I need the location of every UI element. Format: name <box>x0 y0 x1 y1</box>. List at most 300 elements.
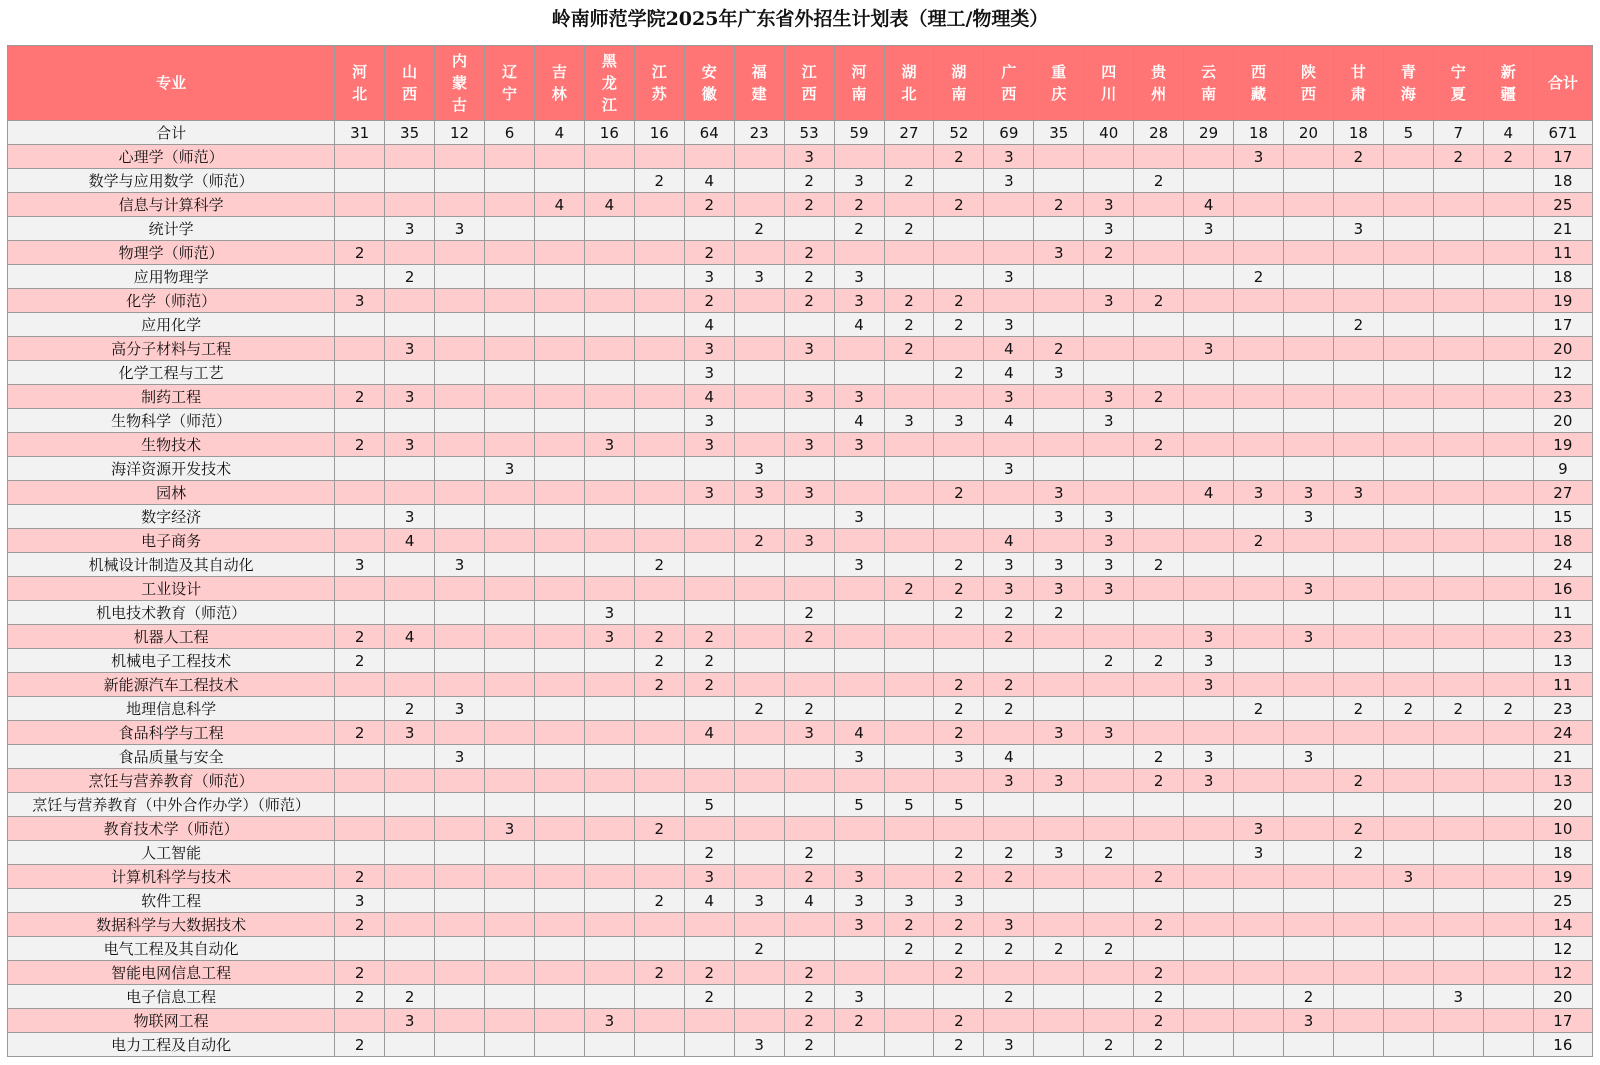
quota-cell <box>1383 529 1433 553</box>
quota-cell <box>584 145 634 169</box>
quota-cell <box>534 937 584 961</box>
quota-cell <box>584 841 634 865</box>
quota-cell: 3 <box>1284 505 1334 529</box>
quota-cell: 2 <box>1034 193 1084 217</box>
quota-cell: 2 <box>884 337 934 361</box>
quota-cell <box>1483 457 1533 481</box>
quota-cell <box>1184 937 1234 961</box>
quota-cell: 2 <box>335 1033 385 1057</box>
quota-cell <box>934 625 984 649</box>
quota-cell: 3 <box>884 889 934 913</box>
quota-cell <box>734 721 784 745</box>
quota-cell <box>784 361 834 385</box>
quota-cell <box>934 649 984 673</box>
table-row <box>8 1009 1593 1033</box>
major-cell: 数学与应用数学（师范） <box>8 169 335 193</box>
major-cell: 生物技术 <box>8 433 335 457</box>
row-total-cell: 18 <box>1533 529 1592 553</box>
table-row <box>8 265 1593 289</box>
header-province: 内蒙古 <box>435 46 485 121</box>
quota-cell <box>884 361 934 385</box>
quota-cell <box>1383 481 1433 505</box>
quota-cell <box>1184 385 1234 409</box>
quota-cell <box>584 529 634 553</box>
quota-cell <box>534 265 584 289</box>
quota-cell <box>485 553 535 577</box>
major-cell: 人工智能 <box>8 841 335 865</box>
quota-cell <box>1383 385 1433 409</box>
quota-cell <box>1034 889 1084 913</box>
quota-cell <box>1433 313 1483 337</box>
quota-cell <box>884 769 934 793</box>
row-total-cell: 25 <box>1533 889 1592 913</box>
quota-cell <box>1433 913 1483 937</box>
quota-cell <box>584 505 634 529</box>
quota-cell <box>984 1009 1034 1033</box>
row-total-cell: 18 <box>1533 169 1592 193</box>
quota-cell: 2 <box>1333 817 1383 841</box>
enrollment-plan-table <box>7 45 1593 1057</box>
quota-cell: 3 <box>1084 553 1134 577</box>
quota-cell <box>1134 721 1184 745</box>
quota-cell: 2 <box>1134 745 1184 769</box>
quota-cell <box>1483 265 1533 289</box>
quota-cell: 3 <box>1084 289 1134 313</box>
quota-cell: 2 <box>1034 937 1084 961</box>
quota-cell <box>1333 961 1383 985</box>
quota-cell <box>335 265 385 289</box>
quota-cell <box>1383 313 1433 337</box>
quota-cell: 2 <box>1134 865 1184 889</box>
quota-cell: 3 <box>1234 841 1284 865</box>
quota-cell: 2 <box>984 601 1034 625</box>
quota-cell <box>1234 1033 1284 1057</box>
quota-cell <box>684 745 734 769</box>
quota-cell <box>1483 865 1533 889</box>
quota-cell <box>385 793 435 817</box>
table-row <box>8 721 1593 745</box>
quota-cell: 2 <box>784 1009 834 1033</box>
quota-cell <box>1234 721 1284 745</box>
quota-cell: 3 <box>385 217 435 241</box>
quota-cell: 2 <box>1433 145 1483 169</box>
quota-cell: 2 <box>934 937 984 961</box>
quota-cell: 2 <box>684 289 734 313</box>
quota-cell <box>1383 361 1433 385</box>
quota-cell: 3 <box>834 265 884 289</box>
quota-cell <box>834 577 884 601</box>
row-total-cell: 20 <box>1533 985 1592 1009</box>
quota-cell <box>1383 625 1433 649</box>
quota-cell <box>884 481 934 505</box>
quota-cell <box>1433 481 1483 505</box>
quota-cell <box>584 337 634 361</box>
quota-cell <box>534 961 584 985</box>
quota-cell <box>435 241 485 265</box>
quota-cell <box>834 361 884 385</box>
quota-cell <box>385 409 435 433</box>
quota-cell <box>1383 193 1433 217</box>
quota-cell <box>485 721 535 745</box>
quota-cell <box>1383 217 1433 241</box>
major-cell: 数据科学与大数据技术 <box>8 913 335 937</box>
major-cell: 电子商务 <box>8 529 335 553</box>
quota-cell <box>435 409 485 433</box>
quota-cell <box>1483 193 1533 217</box>
header-province: 辽宁 <box>485 46 535 121</box>
quota-cell: 4 <box>534 193 584 217</box>
table-header-row <box>8 46 1593 121</box>
major-cell: 烹饪与营养教育（中外合作办学）（师范） <box>8 793 335 817</box>
quota-cell <box>1433 601 1483 625</box>
quota-cell <box>734 409 784 433</box>
quota-cell <box>385 961 435 985</box>
major-cell: 物联网工程 <box>8 1009 335 1033</box>
table-row <box>8 889 1593 913</box>
quota-cell <box>684 937 734 961</box>
row-total-cell: 19 <box>1533 289 1592 313</box>
quota-cell <box>884 241 934 265</box>
quota-cell <box>1383 937 1433 961</box>
quota-cell: 52 <box>934 121 984 145</box>
quota-cell: 28 <box>1134 121 1184 145</box>
quota-cell <box>584 697 634 721</box>
quota-cell <box>634 1009 684 1033</box>
header-province: 河南 <box>834 46 884 121</box>
quota-cell <box>734 169 784 193</box>
quota-cell <box>1234 457 1284 481</box>
quota-cell <box>1333 529 1383 553</box>
quota-cell <box>435 289 485 313</box>
major-cell: 园林 <box>8 481 335 505</box>
quota-cell <box>934 457 984 481</box>
quota-cell: 2 <box>784 625 834 649</box>
quota-cell <box>1184 289 1234 313</box>
quota-cell <box>984 793 1034 817</box>
quota-cell: 2 <box>335 961 385 985</box>
quota-cell <box>734 913 784 937</box>
quota-cell: 2 <box>784 1033 834 1057</box>
quota-cell <box>684 1033 734 1057</box>
quota-cell: 69 <box>984 121 1034 145</box>
quota-cell: 5 <box>934 793 984 817</box>
quota-cell: 2 <box>934 145 984 169</box>
quota-cell <box>1333 1033 1383 1057</box>
major-cell: 电气工程及其自动化 <box>8 937 335 961</box>
quota-cell <box>385 313 435 337</box>
quota-cell <box>435 505 485 529</box>
quota-cell <box>335 937 385 961</box>
table-row <box>8 457 1593 481</box>
quota-cell: 2 <box>984 841 1034 865</box>
quota-cell: 3 <box>385 721 435 745</box>
quota-cell <box>1433 745 1483 769</box>
quota-cell <box>1433 1033 1483 1057</box>
quota-cell <box>534 913 584 937</box>
quota-cell <box>1034 865 1084 889</box>
quota-cell <box>584 481 634 505</box>
header-province: 安徽 <box>684 46 734 121</box>
quota-cell <box>435 649 485 673</box>
quota-cell: 2 <box>1433 697 1483 721</box>
quota-cell <box>584 745 634 769</box>
quota-cell <box>884 1033 934 1057</box>
quota-cell <box>1383 985 1433 1009</box>
quota-cell: 4 <box>684 385 734 409</box>
quota-cell <box>1234 433 1284 457</box>
quota-cell <box>1084 169 1134 193</box>
table-row <box>8 409 1593 433</box>
quota-cell: 2 <box>784 193 834 217</box>
quota-cell: 2 <box>734 529 784 553</box>
quota-cell: 2 <box>784 985 834 1009</box>
table-row <box>8 769 1593 793</box>
quota-cell <box>1433 817 1483 841</box>
quota-cell: 2 <box>1134 385 1184 409</box>
quota-cell: 3 <box>485 817 535 841</box>
quota-cell: 2 <box>335 241 385 265</box>
quota-cell <box>884 505 934 529</box>
quota-cell: 2 <box>1084 937 1134 961</box>
quota-cell <box>1034 985 1084 1009</box>
quota-cell <box>1433 961 1483 985</box>
row-total-cell: 21 <box>1533 217 1592 241</box>
quota-cell <box>1333 721 1383 745</box>
quota-cell <box>634 313 684 337</box>
quota-cell <box>1034 817 1084 841</box>
quota-cell <box>634 841 684 865</box>
quota-cell: 4 <box>984 337 1034 361</box>
quota-cell: 3 <box>984 385 1034 409</box>
quota-cell: 16 <box>634 121 684 145</box>
quota-cell <box>1284 241 1334 265</box>
quota-cell: 31 <box>335 121 385 145</box>
quota-cell: 2 <box>984 865 1034 889</box>
quota-cell <box>385 601 435 625</box>
quota-cell <box>1084 145 1134 169</box>
quota-cell <box>734 553 784 577</box>
quota-cell: 4 <box>984 745 1034 769</box>
quota-cell: 3 <box>984 769 1034 793</box>
quota-cell <box>634 337 684 361</box>
quota-cell <box>1433 721 1483 745</box>
quota-cell <box>385 361 435 385</box>
quota-cell <box>435 1009 485 1033</box>
row-total-cell: 19 <box>1533 433 1592 457</box>
quota-cell <box>1234 577 1284 601</box>
quota-cell <box>1134 697 1184 721</box>
quota-cell <box>1184 313 1234 337</box>
quota-cell <box>884 673 934 697</box>
quota-cell: 2 <box>1333 145 1383 169</box>
quota-cell <box>934 385 984 409</box>
quota-cell <box>1134 937 1184 961</box>
row-total-cell: 21 <box>1533 745 1592 769</box>
quota-cell: 5 <box>1383 121 1433 145</box>
quota-cell: 3 <box>1184 217 1234 241</box>
row-total-cell: 671 <box>1533 121 1592 145</box>
quota-cell <box>634 265 684 289</box>
quota-cell <box>1084 985 1134 1009</box>
quota-cell: 3 <box>1284 577 1334 601</box>
row-total-cell: 12 <box>1533 961 1592 985</box>
quota-cell <box>584 793 634 817</box>
quota-cell <box>734 673 784 697</box>
quota-cell: 27 <box>884 121 934 145</box>
quota-cell: 3 <box>584 433 634 457</box>
quota-cell <box>734 961 784 985</box>
quota-cell: 2 <box>385 265 435 289</box>
quota-cell <box>1333 673 1383 697</box>
quota-cell: 2 <box>634 553 684 577</box>
quota-cell <box>335 745 385 769</box>
quota-cell <box>734 193 784 217</box>
quota-cell <box>834 241 884 265</box>
row-total-cell: 19 <box>1533 865 1592 889</box>
quota-cell <box>1433 1009 1483 1033</box>
quota-cell <box>1333 913 1383 937</box>
quota-cell <box>1034 433 1084 457</box>
quota-cell <box>534 721 584 745</box>
quota-cell <box>1483 241 1533 265</box>
quota-cell <box>984 721 1034 745</box>
quota-cell: 2 <box>1483 145 1533 169</box>
quota-cell <box>1383 745 1433 769</box>
quota-cell: 2 <box>1134 961 1184 985</box>
quota-cell <box>1084 913 1134 937</box>
major-cell: 统计学 <box>8 217 335 241</box>
quota-cell: 12 <box>435 121 485 145</box>
quota-cell <box>884 265 934 289</box>
quota-cell <box>435 865 485 889</box>
quota-cell: 59 <box>834 121 884 145</box>
quota-cell <box>684 553 734 577</box>
quota-cell <box>1333 193 1383 217</box>
table-row <box>8 433 1593 457</box>
quota-cell: 3 <box>1184 337 1234 361</box>
quota-cell: 4 <box>534 121 584 145</box>
quota-cell: 2 <box>684 625 734 649</box>
quota-cell <box>1433 673 1483 697</box>
quota-cell: 3 <box>584 625 634 649</box>
quota-cell <box>385 193 435 217</box>
quota-cell <box>834 697 884 721</box>
quota-cell <box>1333 505 1383 529</box>
quota-cell <box>1134 193 1184 217</box>
quota-cell: 3 <box>1234 817 1284 841</box>
table-row <box>8 289 1593 313</box>
quota-cell: 2 <box>1284 985 1334 1009</box>
quota-cell <box>684 1009 734 1033</box>
table-row <box>8 601 1593 625</box>
quota-cell: 4 <box>684 313 734 337</box>
quota-cell: 53 <box>784 121 834 145</box>
table-row <box>8 625 1593 649</box>
quota-cell: 5 <box>684 793 734 817</box>
quota-cell <box>1184 169 1234 193</box>
quota-cell <box>1483 913 1533 937</box>
table-row <box>8 913 1593 937</box>
table-row <box>8 145 1593 169</box>
quota-cell <box>1333 337 1383 361</box>
quota-cell <box>1184 241 1234 265</box>
quota-cell <box>335 313 385 337</box>
quota-cell <box>1284 385 1334 409</box>
quota-cell <box>1433 193 1483 217</box>
quota-cell: 2 <box>884 937 934 961</box>
quota-cell: 2 <box>934 673 984 697</box>
quota-cell <box>1234 385 1284 409</box>
quota-cell: 3 <box>934 409 984 433</box>
header-province: 山西 <box>385 46 435 121</box>
quota-cell: 3 <box>684 265 734 289</box>
quota-cell <box>834 817 884 841</box>
quota-cell <box>1034 745 1084 769</box>
quota-cell <box>734 385 784 409</box>
quota-cell <box>534 337 584 361</box>
quota-cell <box>1483 769 1533 793</box>
quota-cell <box>1034 529 1084 553</box>
header-province: 黑龙江 <box>584 46 634 121</box>
quota-cell <box>534 385 584 409</box>
quota-cell <box>385 481 435 505</box>
quota-cell <box>1333 553 1383 577</box>
major-cell: 工业设计 <box>8 577 335 601</box>
quota-cell <box>584 385 634 409</box>
quota-cell: 4 <box>984 409 1034 433</box>
quota-cell <box>485 673 535 697</box>
quota-cell <box>1184 817 1234 841</box>
header-province: 重庆 <box>1034 46 1084 121</box>
quota-cell <box>1184 409 1234 433</box>
quota-cell <box>435 433 485 457</box>
quota-cell <box>435 1033 485 1057</box>
quota-cell <box>984 481 1034 505</box>
quota-cell <box>1084 961 1134 985</box>
quota-cell <box>1234 409 1284 433</box>
quota-cell <box>435 889 485 913</box>
quota-cell <box>1333 1009 1383 1033</box>
header-province: 贵州 <box>1134 46 1184 121</box>
quota-cell <box>1134 505 1184 529</box>
quota-cell: 3 <box>984 1033 1034 1057</box>
quota-cell: 2 <box>634 169 684 193</box>
quota-cell <box>734 433 784 457</box>
quota-cell <box>934 169 984 193</box>
quota-cell <box>1084 865 1134 889</box>
quota-cell <box>984 889 1034 913</box>
quota-cell <box>485 601 535 625</box>
quota-cell <box>1284 913 1334 937</box>
row-total-cell: 27 <box>1533 481 1592 505</box>
quota-cell: 2 <box>335 865 385 889</box>
quota-cell <box>884 841 934 865</box>
quota-cell: 3 <box>1034 241 1084 265</box>
quota-cell <box>1034 913 1084 937</box>
quota-cell <box>784 793 834 817</box>
major-cell: 智能电网信息工程 <box>8 961 335 985</box>
quota-cell: 3 <box>934 889 984 913</box>
quota-cell: 3 <box>1084 217 1134 241</box>
quota-cell <box>385 553 435 577</box>
quota-cell <box>385 577 435 601</box>
quota-cell: 2 <box>934 601 984 625</box>
quota-cell <box>1134 337 1184 361</box>
quota-cell <box>784 937 834 961</box>
quota-cell <box>534 601 584 625</box>
quota-cell: 2 <box>934 481 984 505</box>
quota-cell: 3 <box>385 433 435 457</box>
